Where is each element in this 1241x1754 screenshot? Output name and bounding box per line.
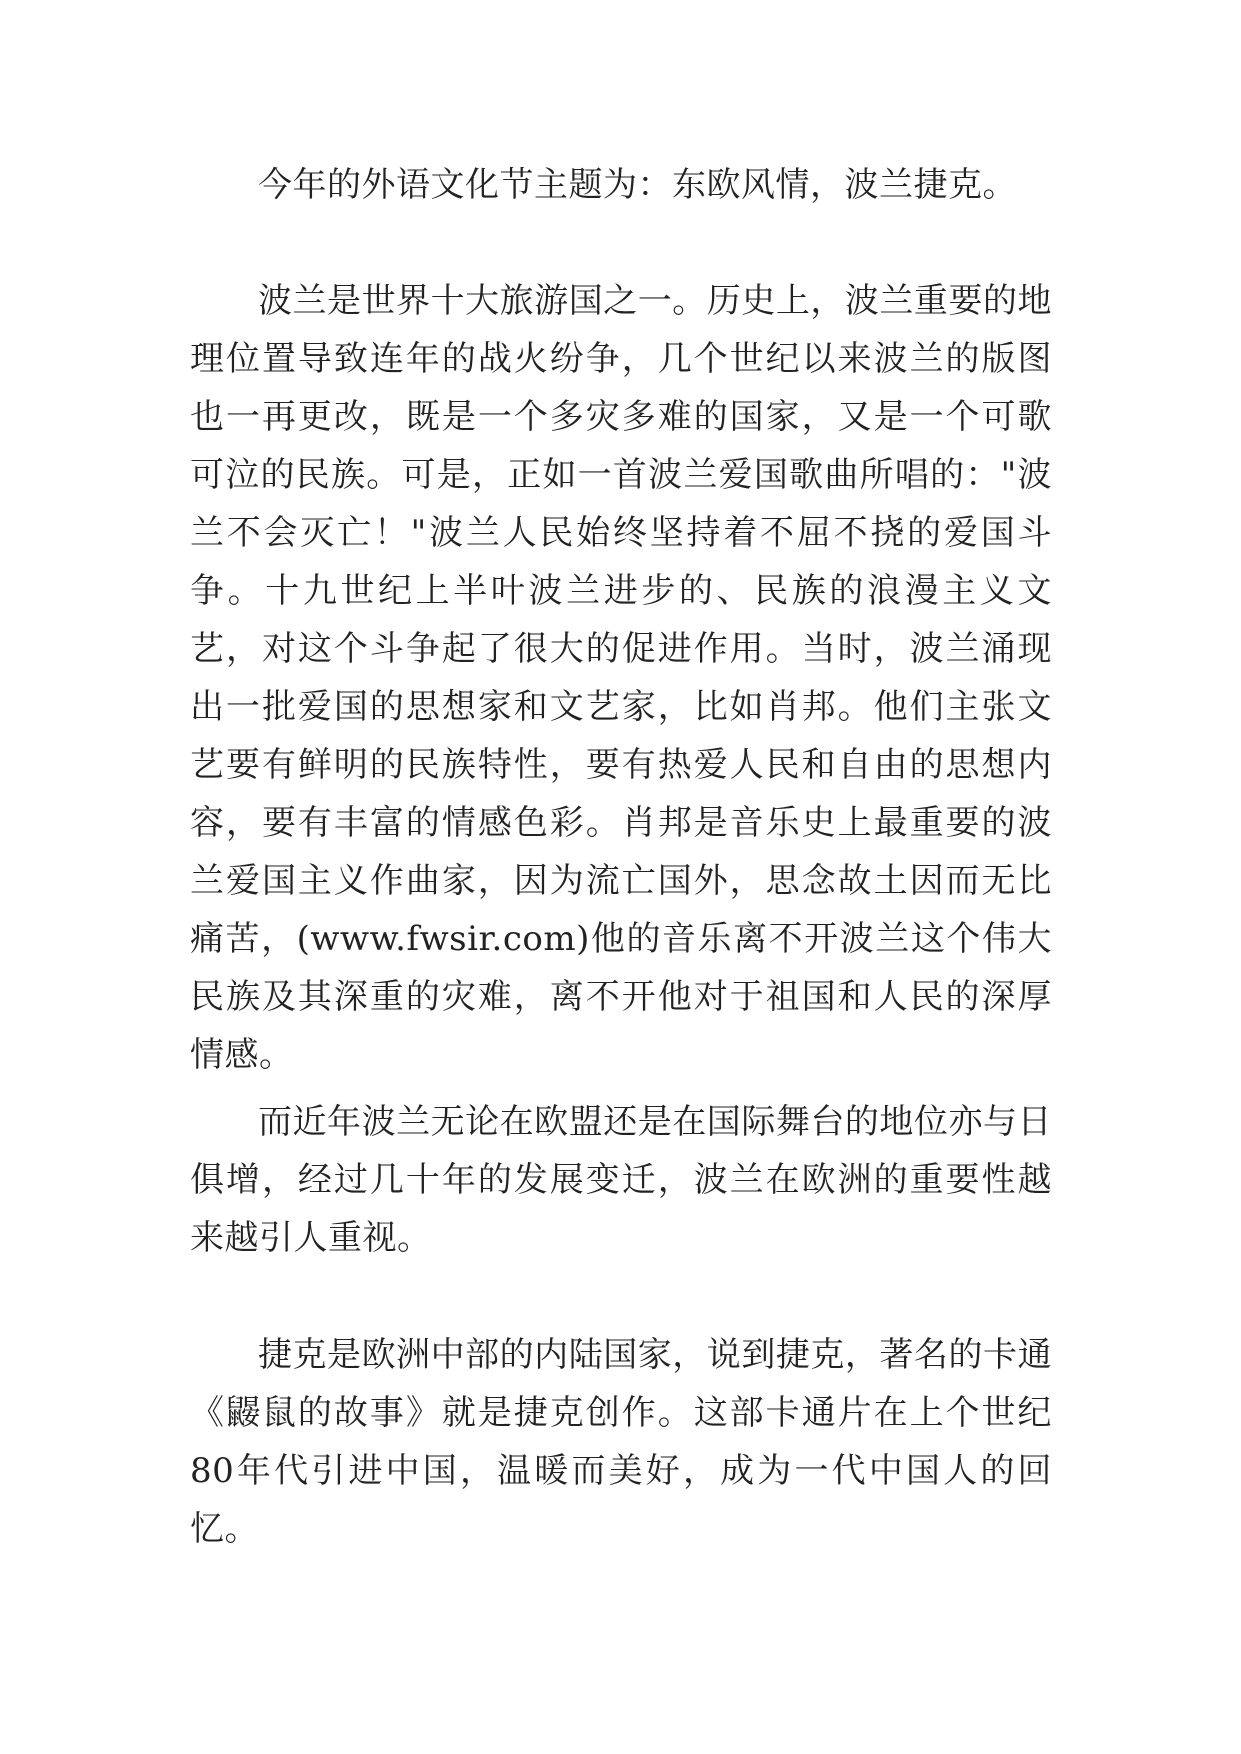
paragraph-poland-history: 波兰是世界十大旅游国之一。历史上，波兰重要的地理位置导致连年的战火纷争，几个世纪以来波兰的版图也一再更改，既是一个多灾多难的国家，又是一个可歌可泣的民族。可是，正如一首波兰爱国歌曲所唱的："波兰不会灭亡！"波兰人民始终坚持着不屈不挠的爱国斗争。十九世纪上半叶波兰进步的、民族的浪漫主义文艺，对这个斗争起了很大的促进作用。当时，波兰涌现出一批爱国的思想家和文艺家，比如肖邦。他们主张文艺要有鲜明的民族特性，要有热爱人民和自由的思想内容，要有丰富的情感色彩。肖邦是音乐史上最重要的波兰爱国主义作曲家，因为流亡国外，思念故土因而无比痛苦，(www.fwsir.com)他的音乐离不开波兰这个伟大民族及其深重的灾难，离不开他对于祖国和人民的深厚情感。 xyxy=(190,281,1052,1075)
paragraph-czech: 捷克是欧洲中部的内陆国家，说到捷克，著名的卡通《鼹鼠的故事》就是捷克创作。这部卡通片在上个世纪80年代引进中国，温暖而美好，成为一代中国人的回忆。 xyxy=(190,1335,1052,1549)
paragraph-theme: 今年的外语文化节主题为：东欧风情，波兰捷克。 xyxy=(258,165,1017,205)
paragraph-poland-modern: 而近年波兰无论在欧盟还是在国际舞台的地位亦与日俱增，经过几十年的发展变迁，波兰在欧洲的重要性越来越引人重视。 xyxy=(190,1102,1052,1258)
